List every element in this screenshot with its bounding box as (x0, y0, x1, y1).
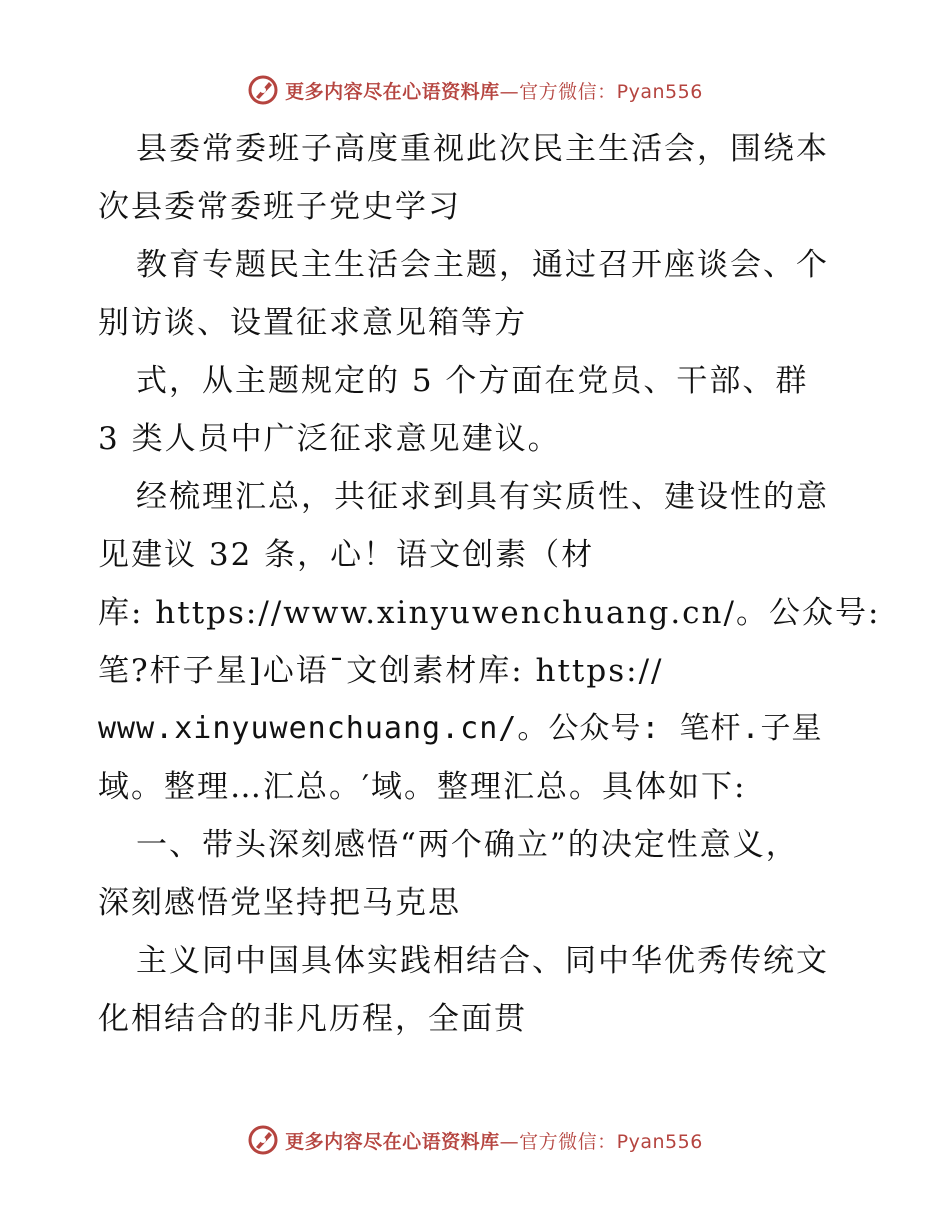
paragraph-line: 3 类人员中广泛征求意见建议。 (98, 421, 561, 457)
paragraph-line: 次县委常委班子党史学习 (98, 189, 461, 225)
footer-banner-text (285, 1127, 703, 1154)
footer-title: 更多内容尽在心语资料库 (285, 1130, 500, 1153)
header-banner (0, 70, 950, 110)
paragraph-line: www.xinyuwenchuang.cn/。公众号: 笔杆.子星 (98, 711, 823, 746)
paragraph-line: 式，从主题规定的 5 个方面在党员、干部、群 (136, 363, 809, 399)
quill-pen-logo-icon (247, 74, 279, 106)
header-wechat: 官方微信：Pyan556 (519, 80, 703, 103)
footer-wechat: 官方微信：Pyan556 (519, 1130, 703, 1153)
paragraph-line: 别访谈、设置征求意见箱等方 (98, 305, 527, 341)
paragraph-line: 域。整理…汇总。′域。整理汇总。具体如下: (98, 769, 747, 805)
footer-dash: — (499, 1130, 520, 1153)
document-body (98, 120, 881, 1048)
header-banner-text (285, 77, 703, 104)
paragraph-line: 一、带头深刻感悟“两个确立”的决定性意义， (136, 827, 799, 863)
paragraph-line: 经梳理汇总，共征求到具有实质性、建设性的意 (136, 479, 829, 515)
header-dash: — (499, 80, 520, 103)
paragraph-line: 化相结合的非凡历程，全面贯 (98, 1001, 527, 1037)
paragraph-line: 深刻感悟党坚持把马克思 (98, 885, 461, 921)
paragraph-line: 笔?杆子星]心语¯文创素材库: https:// (98, 653, 664, 689)
paragraph-line: 县委常委班子高度重视此次民主生活会，围绕本 (136, 131, 829, 167)
quill-pen-logo-icon (247, 1124, 279, 1156)
paragraph-line: 见建议 32 条，心！语文创素（材 (98, 537, 595, 573)
paragraph-line: 库: https://www.xinyuwenchuang.cn/。公众号: (98, 595, 881, 631)
paragraph-line: 主义同中国具体实践相结合、同中华优秀传统文 (136, 943, 829, 979)
paragraph-line: 教育专题民主生活会主题，通过召开座谈会、个 (136, 247, 829, 283)
footer-banner (0, 1120, 950, 1160)
header-title: 更多内容尽在心语资料库 (285, 80, 500, 103)
